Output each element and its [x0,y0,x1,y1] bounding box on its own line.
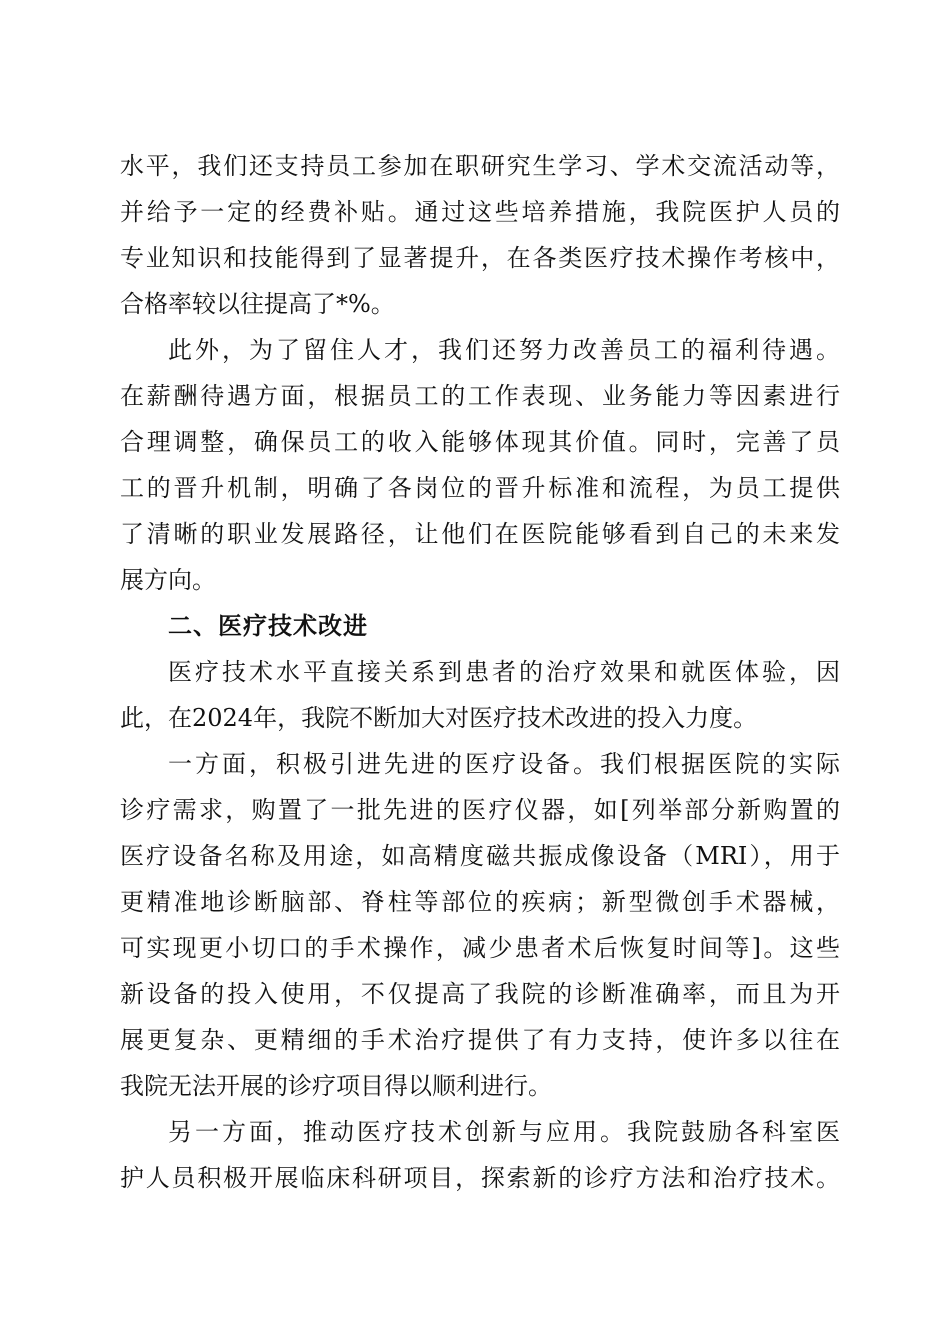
paragraph-line: 另一方面，推动医疗技术创新与应用。我院鼓励各科室医 [168,1118,840,1146]
paragraph-line: 我院无法开展的诊疗项目得以顺利进行。 [120,1072,552,1100]
paragraph-line: 医疗设备名称及用途，如高精度磁共振成像设备（MRI），用于 [120,842,840,870]
paragraph-line: 并给予一定的经费补贴。通过这些培养措施，我院医护人员的 [120,198,840,226]
paragraph-line: 了清晰的职业发展路径，让他们在医院能够看到自己的未来发 [120,520,840,548]
paragraph-line: 展更复杂、更精细的手术治疗提供了有力支持，使许多以往在 [120,1026,840,1054]
paragraph-line: 诊疗需求，购置了一批先进的医疗仪器，如[列举部分新购置的 [120,796,840,824]
paragraph-line: 此，在2024年，我院不断加大对医疗技术改进的投入力度。 [120,704,758,732]
paragraph-line: 展方向。 [120,566,216,594]
paragraph-line: 此外，为了留住人才，我们还努力改善员工的福利待遇。 [168,336,840,364]
paragraph-line: 合格率较以往提高了*%。 [120,290,395,318]
paragraph-line: 护人员积极开展临床科研项目，探索新的诊疗方法和治疗技术。 [120,1164,840,1192]
paragraph-line: 可实现更小切口的手术操作，减少患者术后恢复时间等]。这些 [120,934,840,962]
paragraph-line: 更精准地诊断脑部、脊柱等部位的疾病；新型微创手术器械， [120,888,840,916]
paragraph-line: 医疗技术水平直接关系到患者的治疗效果和就医体验，因 [168,658,840,686]
paragraph-line: 专业知识和技能得到了显著提升，在各类医疗技术操作考核中， [120,244,840,272]
paragraph-line: 新设备的投入使用，不仅提高了我院的诊断准确率，而且为开 [120,980,840,1008]
paragraph-line: 一方面，积极引进先进的医疗设备。我们根据医院的实际 [168,750,840,778]
paragraph-line: 工的晋升机制，明确了各岗位的晋升标准和流程，为员工提供 [120,474,840,502]
paragraph-line: 在薪酬待遇方面，根据员工的工作表现、业务能力等因素进行 [120,382,840,410]
section-heading: 二、医疗技术改进 [168,612,368,640]
document-body [120,143,840,1201]
paragraph-line: 水平，我们还支持员工参加在职研究生学习、学术交流活动等， [120,152,840,180]
paragraph-line: 合理调整，确保员工的收入能够体现其价值。同时，完善了员 [120,428,840,456]
